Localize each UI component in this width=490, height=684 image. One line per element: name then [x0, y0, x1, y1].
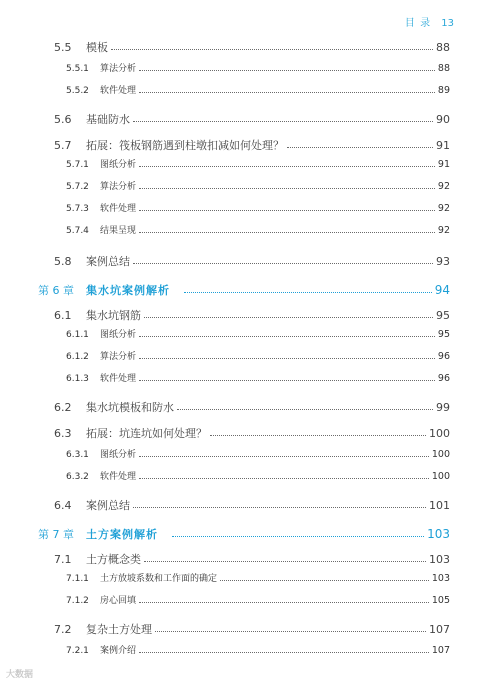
dot-leader: [139, 358, 435, 359]
entry-number: 5.5: [54, 41, 72, 54]
entry-page-number: 103: [427, 527, 450, 541]
entry-number: 5.5.1: [66, 63, 89, 74]
entry-title: 集水坑模板和防水: [86, 401, 174, 414]
entry-page-number: 94: [434, 283, 450, 297]
toc-entry[interactable]: [54, 114, 450, 125]
entry-title: 基础防水: [86, 113, 130, 126]
entry-number: 5.8: [54, 255, 72, 268]
entry-number: 7.2: [54, 623, 72, 636]
dot-leader: [139, 456, 429, 457]
header-page-number: 13: [441, 18, 454, 29]
entry-title: 算法分析: [100, 181, 137, 192]
dot-leader: [139, 70, 435, 71]
dot-leader: [144, 561, 426, 562]
entry-number: 第 6 章: [38, 284, 74, 297]
toc-entry[interactable]: [66, 64, 450, 74]
toc-entry[interactable]: [54, 310, 450, 321]
entry-number: 6.3: [54, 427, 72, 440]
entry-page-number: 105: [431, 595, 450, 606]
entry-title: 案例总结: [86, 255, 130, 268]
entry-page-number: 92: [437, 225, 450, 236]
toc-entry[interactable]: [66, 450, 450, 460]
entry-title: 图纸分析: [100, 449, 137, 460]
chapter-entry[interactable]: [38, 528, 450, 540]
toc-entry[interactable]: [66, 596, 450, 606]
dot-leader: [139, 166, 435, 167]
entry-number: 5.7.4: [66, 225, 89, 236]
toc-entry[interactable]: [66, 160, 450, 170]
entry-title: 软件处理: [100, 203, 137, 214]
dot-leader: [139, 652, 429, 653]
dot-leader: [133, 121, 433, 122]
entry-title: 案例总结: [86, 499, 130, 512]
running-header: [405, 14, 454, 29]
entry-title: 软件处理: [100, 471, 137, 482]
entry-page-number: 107: [429, 623, 450, 636]
entry-title: 模板: [86, 41, 108, 54]
entry-number: 第 7 章: [38, 528, 74, 541]
entry-number: 7.1.1: [66, 573, 89, 584]
toc-entry[interactable]: [66, 646, 450, 656]
entry-page-number: 103: [429, 553, 450, 566]
entry-title: 图纸分析: [100, 159, 137, 170]
dot-leader: [139, 210, 435, 211]
dot-leader: [139, 380, 435, 381]
dot-leader: [220, 580, 429, 581]
entry-number: 7.1.2: [66, 595, 89, 606]
header-label: 目 录: [404, 18, 432, 29]
toc-entry[interactable]: [54, 428, 450, 439]
entry-title: 土方概念类: [86, 553, 141, 566]
toc-entry[interactable]: [54, 256, 450, 267]
toc-entry[interactable]: [54, 140, 450, 151]
entry-page-number: 100: [431, 471, 450, 482]
dot-leader: [172, 536, 424, 537]
entry-number: 6.1: [54, 309, 72, 322]
entry-number: 6.1.1: [66, 329, 89, 340]
entry-title: 软件处理: [100, 373, 137, 384]
entry-number: 5.7.1: [66, 159, 89, 170]
dot-leader: [139, 92, 435, 93]
entry-page-number: 101: [429, 499, 450, 512]
entry-title: 结果呈现: [100, 225, 137, 236]
entry-page-number: 90: [436, 113, 450, 126]
toc-entry[interactable]: [66, 374, 450, 384]
toc-entry[interactable]: [66, 472, 450, 482]
dot-leader: [133, 507, 426, 508]
entry-number: 6.4: [54, 499, 72, 512]
entry-page-number: 99: [436, 401, 450, 414]
entry-title: 集水坑钢筋: [86, 309, 141, 322]
entry-title: 拓展：坑连坑如何处理？: [86, 427, 207, 440]
entry-page-number: 103: [431, 573, 450, 584]
toc-entry[interactable]: [66, 574, 450, 584]
entry-page-number: 107: [431, 645, 450, 656]
entry-title: 土方放坡系数和工作面的确定: [100, 573, 218, 584]
watermark-logo: 大数据: [6, 670, 34, 680]
entry-page-number: 95: [437, 329, 450, 340]
toc-entry[interactable]: [66, 204, 450, 214]
toc-entry[interactable]: [66, 182, 450, 192]
dot-leader: [139, 602, 429, 603]
entry-page-number: 96: [437, 351, 450, 362]
entry-title: 复杂土方处理: [86, 623, 152, 636]
dot-leader: [111, 49, 433, 50]
entry-title: 集水坑案例解析: [86, 284, 170, 297]
entry-title: 算法分析: [100, 351, 137, 362]
entry-number: 5.5.2: [66, 85, 89, 96]
entry-page-number: 88: [436, 41, 450, 54]
dot-leader: [139, 188, 435, 189]
chapter-entry[interactable]: [38, 284, 450, 296]
entry-number: 5.7: [54, 139, 72, 152]
entry-number: 7.1: [54, 553, 72, 566]
dot-leader: [210, 435, 426, 436]
toc-entry[interactable]: [66, 86, 450, 96]
entry-number: 5.7.3: [66, 203, 89, 214]
entry-title: 拓展：筏板钢筋遇到柱墩扣减如何处理？: [86, 139, 284, 152]
entry-page-number: 93: [436, 255, 450, 268]
entry-title: 图纸分析: [100, 329, 137, 340]
entry-number: 7.2.1: [66, 645, 89, 656]
entry-page-number: 88: [437, 63, 450, 74]
toc-entry[interactable]: [54, 554, 450, 565]
entry-title: 土方案例解析: [86, 528, 158, 541]
toc-entry[interactable]: [66, 330, 450, 340]
entry-number: 5.6: [54, 113, 72, 126]
entry-number: 6.3.1: [66, 449, 89, 460]
toc-entry[interactable]: [54, 402, 450, 413]
entry-number: 6.1.2: [66, 351, 89, 362]
entry-number: 6.1.3: [66, 373, 89, 384]
entry-page-number: 96: [437, 373, 450, 384]
entry-number: 6.2: [54, 401, 72, 414]
entry-page-number: 100: [429, 427, 450, 440]
toc-entry[interactable]: [54, 500, 450, 511]
entry-title: 软件处理: [100, 85, 137, 96]
entry-page-number: 91: [436, 139, 450, 152]
dot-leader: [133, 263, 433, 264]
dot-leader: [144, 317, 433, 318]
entry-page-number: 95: [436, 309, 450, 322]
toc-entry[interactable]: [66, 226, 450, 236]
dot-leader: [155, 631, 426, 632]
entry-number: 5.7.2: [66, 181, 89, 192]
dot-leader: [184, 292, 432, 293]
entry-page-number: 89: [437, 85, 450, 96]
dot-leader: [177, 409, 433, 410]
dot-leader: [139, 478, 429, 479]
toc-entry[interactable]: [54, 42, 450, 53]
entry-page-number: 92: [437, 203, 450, 214]
entry-page-number: 92: [437, 181, 450, 192]
toc-entry[interactable]: [54, 624, 450, 635]
entry-title: 案例介绍: [100, 645, 137, 656]
dot-leader: [139, 232, 435, 233]
dot-leader: [139, 336, 435, 337]
entry-page-number: 91: [437, 159, 450, 170]
toc-entry[interactable]: [66, 352, 450, 362]
entry-page-number: 100: [431, 449, 450, 460]
entry-title: 算法分析: [100, 63, 137, 74]
entry-number: 6.3.2: [66, 471, 89, 482]
entry-title: 房心回填: [100, 595, 137, 606]
dot-leader: [287, 147, 433, 148]
